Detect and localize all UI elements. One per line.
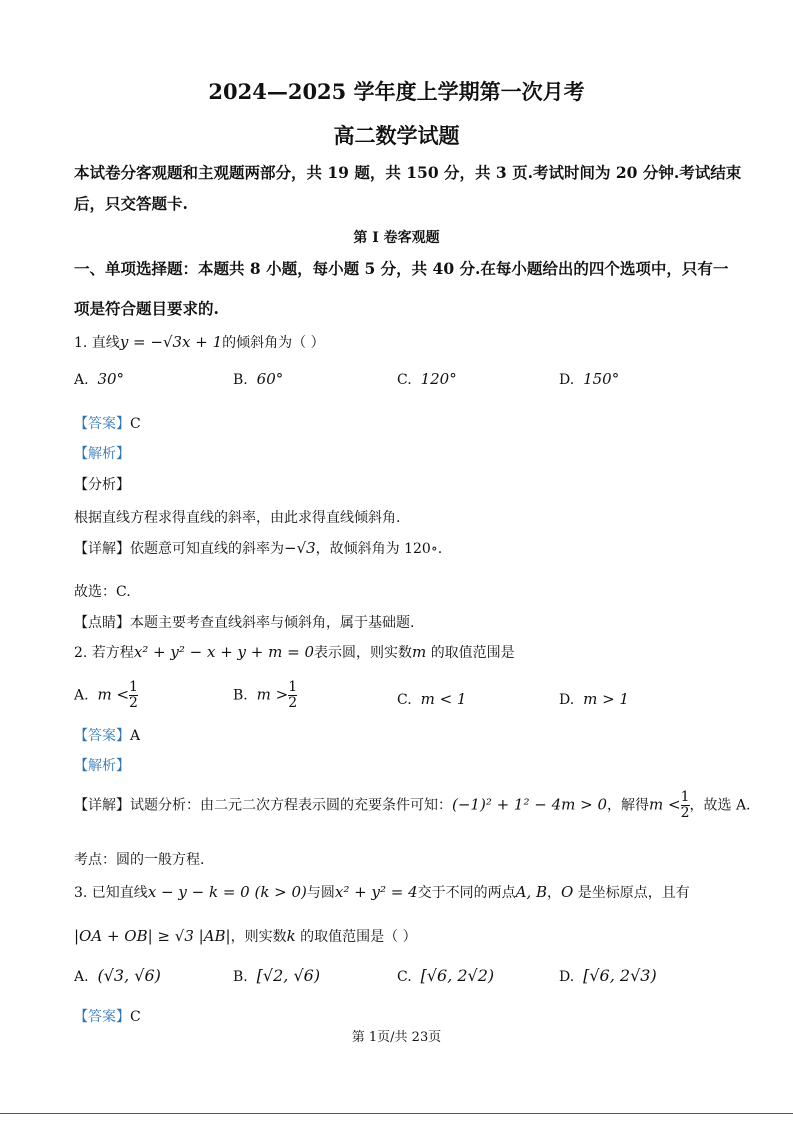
q3-option-a: A. (√3, √6) — [74, 966, 161, 985]
q1-suffix: 的倾斜角为（ ） — [222, 335, 325, 351]
q3-option-c: C. [√6, 2√2) — [397, 966, 495, 985]
part-title: 第 I 卷客观题 — [353, 230, 440, 246]
q1-option-c: C. 120° — [397, 370, 457, 388]
q2-option-c: C. m < 1 — [397, 690, 467, 708]
q2-option-b: B. m > $\frac{1}{2}$ — [233, 679, 298, 711]
question-2-stem: 2. 若方程x² + y² − x + y + m = 0表示圆，则实数m 的取值范围是 — [74, 643, 515, 661]
q1-fenxi-tag: 【分析】 — [74, 477, 130, 493]
page-bottom-rule — [0, 1113, 793, 1114]
q1-equation: y = −√3x + 1 — [119, 333, 223, 351]
intro-line-2: 后，只交答题卡. — [74, 194, 188, 213]
q2-option-a: A. m < $\frac{1}{2}$ — [74, 679, 138, 711]
exam-title: 2024—2025 学年度上学期第一次月考 — [208, 79, 585, 104]
q3-option-b: B. [√2, √6) — [233, 966, 321, 985]
q1-option-b: B. 60° — [233, 370, 284, 388]
q1-option-a: A. 30° — [74, 370, 125, 388]
page-footer: 第 1页/共 23页 — [351, 1030, 442, 1045]
section-heading-line-2: 项是符合题目要求的. — [74, 299, 219, 318]
q1-choice: 故选：C. — [74, 584, 131, 600]
q1-fenxi-text: 根据直线方程求得直线的斜率，由此求得直线倾斜角. — [74, 510, 401, 526]
q2-analysis-tag: 【解析】 — [74, 758, 130, 774]
q1-prefix: 1. 直线 — [74, 335, 120, 351]
q2-kaodian: 考点：圆的一般方程. — [74, 852, 205, 868]
exam-subtitle: 高二数学试题 — [333, 123, 460, 148]
q3-answer: 【答案】C — [74, 1009, 141, 1025]
question-3-stem: 3. 已知直线x − y − k = 0 (k > 0)与圆x² + y² = 4交于不同的两点A, B，O 是坐标原点，且有 — [74, 883, 690, 901]
q2-detail: 【详解】试题分析：由二元二次方程表示圆的充要条件可知：(−1)² + 1² − 4m > 0，解得m < $\frac{1}{2}$ ，故选 A. — [74, 789, 751, 821]
q1-analysis-tag: 【解析】 — [74, 446, 130, 462]
q3-option-d: D. [√6, 2√3) — [559, 966, 657, 985]
intro-line-1: 本试卷分客观题和主观题两部分，共 19 题，共 150 分，共 3 页.考试时间为 20 分钟.考试结束 — [74, 163, 742, 182]
q1-detail: 【详解】依题意可知直线的斜率为−√3，故倾斜角为 120∘. — [74, 539, 443, 557]
section-heading-line-1: 一、单项选择题：本题共 8 小题，每小题 5 分，共 40 分.在每小题给出的四个选项中，只有一 — [74, 259, 729, 278]
question-1-stem — [74, 332, 325, 352]
q3-condition: |OA + OB| ≥ √3 |AB|，则实数k 的取值范围是（ ） — [74, 927, 417, 945]
q1-answer: 【答案】C — [74, 416, 141, 432]
q2-answer: 【答案】A — [74, 728, 141, 744]
q2-option-d: D. m > 1 — [559, 690, 629, 708]
q1-option-d: D. 150° — [559, 370, 620, 388]
q1-comment: 【点睛】本题主要考查直线斜率与倾斜角，属于基础题. — [74, 615, 415, 631]
